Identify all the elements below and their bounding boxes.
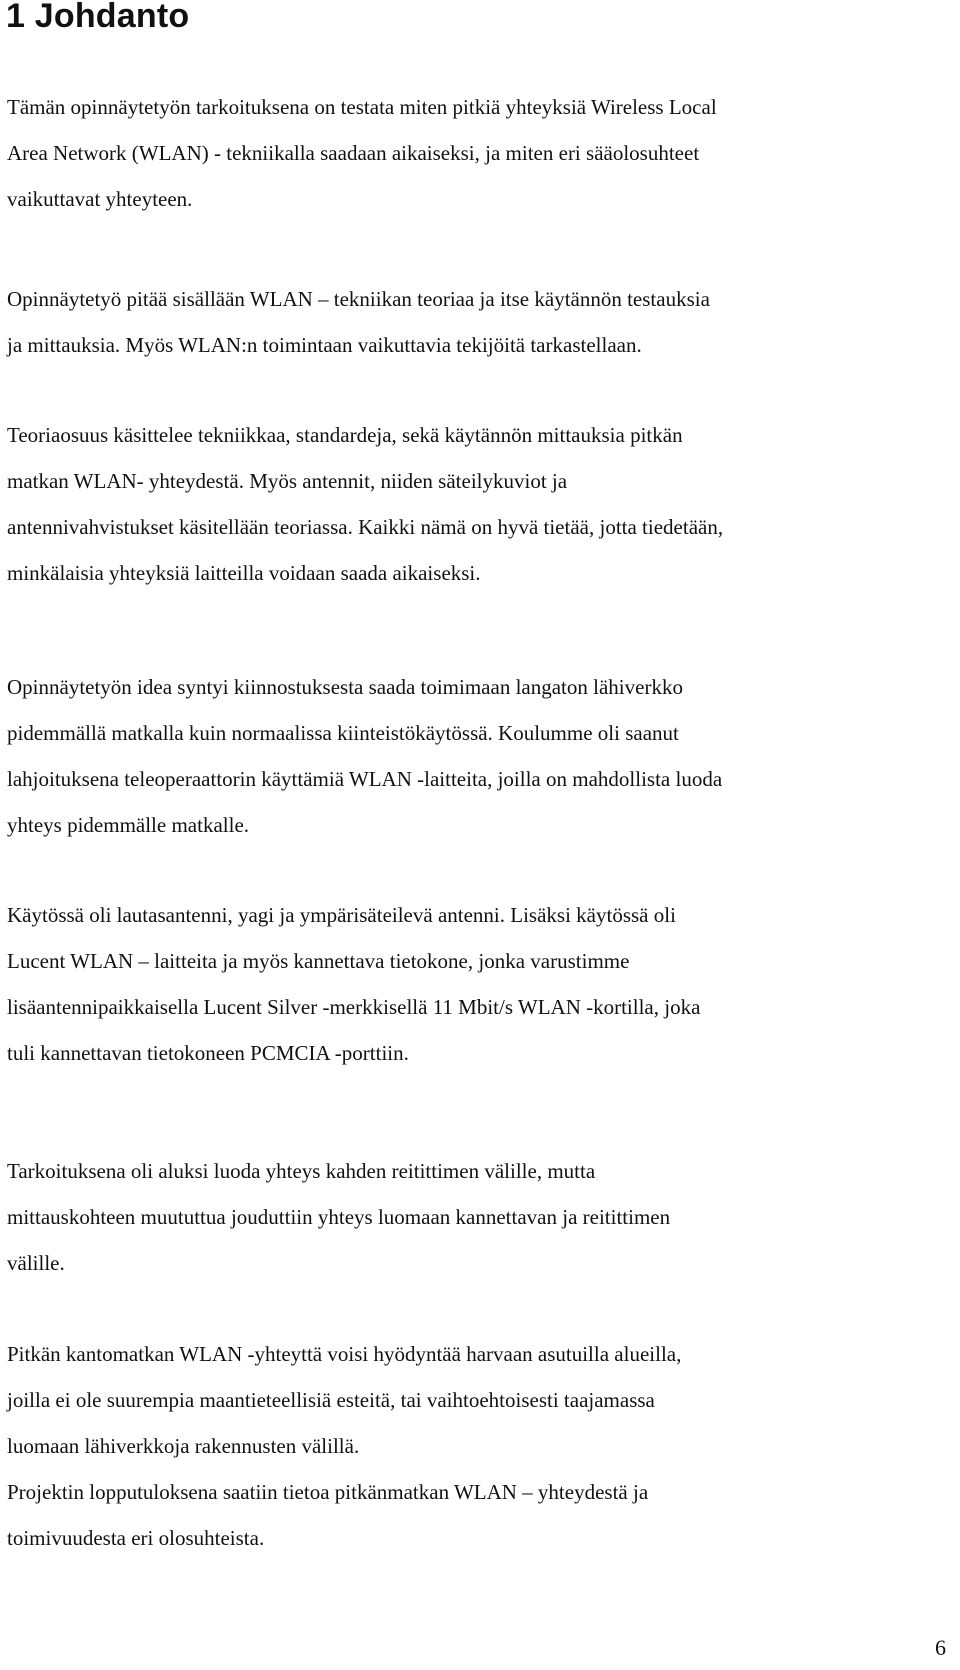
text-line: Area Network (WLAN) - tekniikalla saadaan aikaiseksi, ja miten eri sääolosuhteet bbox=[7, 141, 700, 165]
text-line: Teoriaosuus käsittelee tekniikkaa, standardeja, sekä käytännön mittauksia pitkän bbox=[7, 423, 683, 447]
paragraph-theory bbox=[7, 412, 957, 596]
text-line: yhteys pidemmälle matkalle. bbox=[7, 813, 250, 837]
text-line: lahjoituksena teleoperaattorin käyttämiä WLAN -laitteita, joilla on mahdollista luoda bbox=[7, 767, 723, 791]
text-line: minkälaisia yhteyksiä laitteilla voidaan saada aikaiseksi. bbox=[7, 561, 481, 585]
paragraph-result bbox=[7, 1469, 957, 1561]
text-line: matkan WLAN- yhteydestä. Myös antennit, niiden säteilykuviot ja bbox=[7, 469, 568, 493]
paragraph-purpose bbox=[7, 1148, 957, 1286]
text-line: antennivahvistukset käsitellään teoriassa. Kaikki nämä on hyvä tietää, jotta tiedetään, bbox=[7, 515, 724, 539]
text-line: Pitkän kantomatkan WLAN -yhteyttä voisi hyödyntää harvaan asutuilla alueilla, bbox=[7, 1342, 682, 1366]
text-line: Projektin lopputuloksena saatiin tietoa pitkänmatkan WLAN – yhteydestä ja bbox=[7, 1480, 649, 1504]
text-line: ja mittauksia. Myös WLAN:n toimintaan vaikuttavia tekijöitä tarkastellaan. bbox=[7, 333, 642, 357]
text-line: pidemmällä matkalla kuin normaalissa kiinteistökäytössä. Koulumme oli saanut bbox=[7, 721, 679, 745]
paragraph-equipment bbox=[7, 892, 957, 1076]
text-line: mittauskohteen muututtua jouduttiin yhteys luomaan kannettavan ja reitittimen bbox=[7, 1205, 671, 1229]
text-line: Lucent WLAN – laitteita ja myös kannettava tietokone, jonka varustimme bbox=[7, 949, 630, 973]
text-line: välille. bbox=[7, 1251, 65, 1275]
text-line: toimivuudesta eri olosuhteista. bbox=[7, 1526, 265, 1550]
text-line: luomaan lähiverkkoja rakennusten välillä. bbox=[7, 1434, 360, 1458]
page-number: 6 bbox=[935, 1635, 946, 1660]
text-line: vaikuttavat yhteyteen. bbox=[7, 187, 193, 211]
text-line: Käytössä oli lautasantenni, yagi ja ympärisäteilevä antenni. Lisäksi käytössä oli bbox=[7, 903, 676, 927]
text-line: lisäantennipaikkaisella Lucent Silver -merkkisellä 11 Mbit/s WLAN -kortilla, joka bbox=[7, 995, 701, 1019]
text-line: Opinnäytetyön idea syntyi kiinnostuksesta saada toimimaan langaton lähiverkko bbox=[7, 675, 683, 699]
section-heading: 1 Johdanto bbox=[6, 0, 190, 35]
text-line: tuli kannettavan tietokoneen PCMCIA -porttiin. bbox=[7, 1041, 409, 1065]
paragraph-intro bbox=[7, 84, 957, 222]
paragraph-contents bbox=[7, 276, 957, 368]
text-line: Opinnäytetyö pitää sisällään WLAN – tekniikan teoriaa ja itse käytännön testauksia bbox=[7, 287, 710, 311]
paragraph-idea bbox=[7, 664, 957, 848]
paragraph-usage bbox=[7, 1331, 957, 1469]
text-line: Tarkoituksena oli aluksi luoda yhteys kahden reitittimen välille, mutta bbox=[7, 1159, 596, 1183]
text-line: joilla ei ole suurempia maantieteellisiä esteitä, tai vaihtoehtoisesti taajamassa bbox=[7, 1388, 655, 1412]
text-line: Tämän opinnäytetyön tarkoituksena on testata miten pitkiä yhteyksiä Wireless Local bbox=[7, 95, 717, 119]
